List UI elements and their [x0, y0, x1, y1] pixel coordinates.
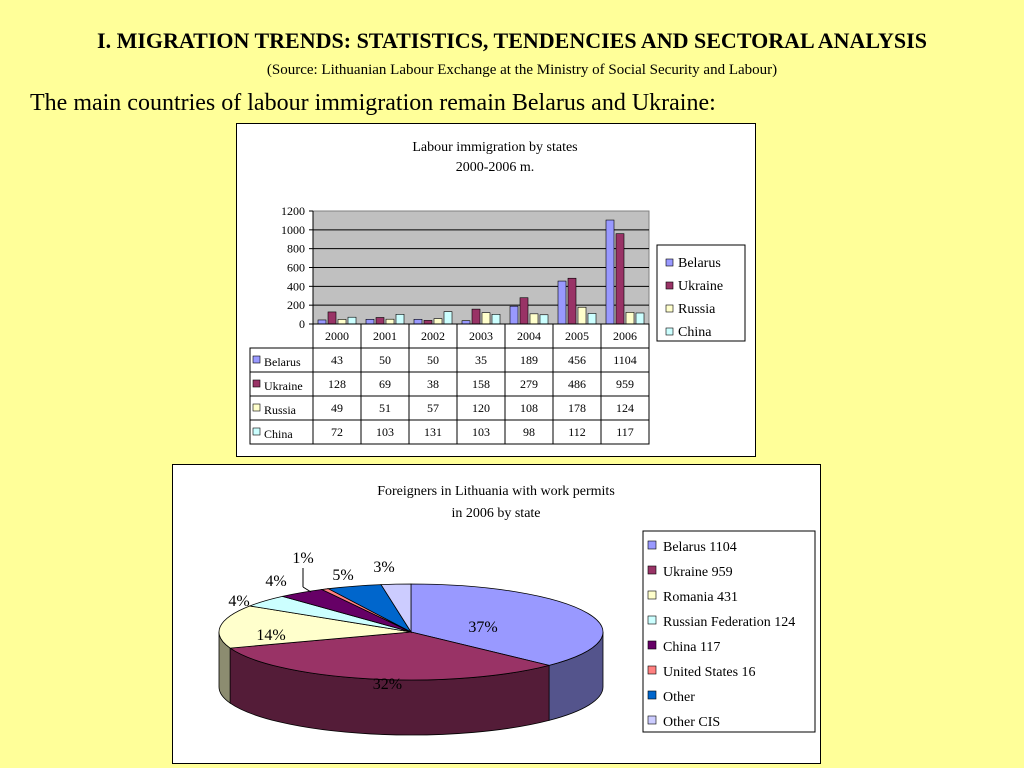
pie-legend-swatch — [648, 566, 656, 574]
bar-ukraine-2002 — [424, 320, 432, 324]
table-key-china — [253, 428, 260, 435]
y-tick-label: 200 — [287, 298, 305, 313]
bar-ukraine-2000 — [328, 312, 336, 324]
intro-text: The main countries of labour immigration remain Belarus and Ukraine: — [30, 90, 716, 116]
x-tick-label: 2006 — [613, 329, 637, 343]
table-value: 51 — [379, 401, 391, 415]
table-value: 98 — [523, 425, 535, 439]
y-tick-label: 0 — [299, 317, 305, 331]
bar-chart-panel — [236, 123, 756, 457]
table-value: 43 — [331, 353, 343, 367]
legend-swatch-russia — [666, 305, 673, 312]
x-tick-label: 2004 — [517, 329, 541, 343]
table-value: 50 — [379, 353, 391, 367]
pie-pct-label: 37% — [468, 619, 498, 636]
table-value: 131 — [424, 425, 442, 439]
table-value: 72 — [331, 425, 343, 439]
bar-chart-title: Labour immigration by states — [412, 140, 578, 155]
bar-russia-2006 — [626, 312, 634, 324]
legend-label-ukraine: Ukraine — [678, 279, 724, 294]
bar-chart — [237, 124, 755, 456]
pie-pct-label: 32% — [372, 676, 403, 694]
pie-legend-label: Ukraine 959 — [663, 565, 733, 580]
table-value: 456 — [568, 353, 586, 367]
table-value: 117 — [616, 425, 634, 439]
table-value: 1104 — [613, 353, 637, 367]
pie-pct-label: 4% — [228, 593, 250, 610]
legend-label-belarus: Belarus — [678, 256, 721, 271]
bar-china-2005 — [588, 313, 596, 324]
page-title: I. MIGRATION TRENDS: STATISTICS, TENDENCIES AND SECTORAL ANALYSIS — [97, 28, 927, 53]
bar-china-2003 — [492, 314, 500, 324]
pie-chart — [173, 465, 820, 763]
bar-belarus-2001 — [366, 319, 374, 324]
bar-ukraine-2001 — [376, 318, 384, 324]
bar-russia-2005 — [578, 307, 586, 324]
table-value: 49 — [331, 401, 343, 415]
table-value: 124 — [616, 401, 634, 415]
x-tick-label: 2001 — [373, 329, 397, 343]
table-key-russia — [253, 404, 260, 411]
legend-swatch-ukraine — [666, 282, 673, 289]
pie-chart-panel — [172, 464, 821, 764]
bar-russia-2002 — [434, 319, 442, 324]
bar-belarus-2000 — [318, 320, 326, 324]
pie-pct-label: 14% — [256, 627, 286, 644]
pie-legend-swatch — [648, 716, 656, 724]
pie-pct-label: 4% — [265, 573, 287, 590]
table-value: 35 — [475, 353, 487, 367]
y-tick-label: 600 — [287, 260, 305, 275]
table-value: 108 — [520, 401, 538, 415]
pie-legend-label: Other CIS — [663, 715, 721, 730]
bar-china-2004 — [540, 315, 548, 324]
bar-belarus-2005 — [558, 281, 566, 324]
y-tick-label: 800 — [287, 241, 305, 256]
table-value: 158 — [472, 377, 490, 391]
table-value: 279 — [520, 377, 538, 391]
table-key-ukraine — [253, 380, 260, 387]
pie-legend-label: Romania 431 — [663, 590, 739, 605]
table-value: 486 — [568, 377, 586, 391]
legend-label-russia: Russia — [678, 302, 716, 317]
table-value: 112 — [568, 425, 586, 439]
x-tick-label: 2003 — [469, 329, 493, 343]
table-value: 959 — [616, 377, 634, 391]
table-key-belarus — [253, 356, 260, 363]
bar-china-2002 — [444, 312, 452, 324]
pie-legend-swatch — [648, 641, 656, 649]
bar-china-2001 — [396, 314, 404, 324]
bar-russia-2003 — [482, 313, 490, 324]
bar-russia-2000 — [338, 319, 346, 324]
y-tick-label: 400 — [287, 279, 305, 294]
bar-ukraine-2004 — [520, 298, 528, 324]
table-value: 120 — [472, 401, 490, 415]
bar-belarus-2004 — [510, 306, 518, 324]
pie-legend-swatch — [648, 541, 656, 549]
y-tick-label: 1000 — [281, 222, 305, 237]
pie-pct-label: 5% — [332, 567, 354, 584]
bar-belarus-2002 — [414, 319, 422, 324]
bar-belarus-2006 — [606, 220, 614, 324]
pie-legend-swatch — [648, 666, 656, 674]
pie-pct-label: 3% — [373, 559, 395, 576]
pie-legend-swatch — [648, 616, 656, 624]
table-value: 57 — [427, 401, 439, 415]
source-note: (Source: Lithuanian Labour Exchange at the Ministry of Social Security and Labour) — [266, 62, 778, 78]
table-value: 103 — [376, 425, 394, 439]
y-tick-label: 1200 — [281, 204, 305, 218]
bar-chart-subtitle: 2000-2006 m. — [455, 160, 535, 175]
table-value: 103 — [472, 425, 490, 439]
pie-chart-title: Foreigners in Lithuania with work permits — [377, 484, 615, 499]
bar-russia-2004 — [530, 314, 538, 324]
x-tick-label: 2000 — [325, 329, 349, 343]
table-value: 69 — [379, 377, 391, 391]
table-series-name: Belarus — [264, 355, 301, 369]
table-series-name: China — [264, 427, 293, 441]
pie-chart-subtitle: in 2006 by state — [451, 506, 541, 521]
legend-swatch-china — [666, 328, 673, 335]
table-series-name: Ukraine — [264, 379, 303, 393]
x-tick-label: 2002 — [421, 329, 445, 343]
bar-china-2000 — [348, 317, 356, 324]
pie-legend-label: Russian Federation 124 — [663, 615, 796, 630]
pie-pct-label: 1% — [292, 550, 314, 567]
pie-legend-swatch — [648, 691, 656, 699]
bar-ukraine-2006 — [616, 234, 624, 324]
bar-ukraine-2003 — [472, 309, 480, 324]
pie-legend-label: United States 16 — [663, 665, 756, 680]
table-value: 38 — [427, 377, 439, 391]
bar-russia-2001 — [386, 319, 394, 324]
table-value: 50 — [427, 353, 439, 367]
bar-ukraine-2005 — [568, 278, 576, 324]
x-tick-label: 2005 — [565, 329, 589, 343]
pie-legend-label: China 117 — [663, 640, 721, 655]
pie-legend-swatch — [648, 591, 656, 599]
pie-legend-label: Belarus 1104 — [663, 540, 737, 555]
pie-legend-label: Other — [663, 690, 695, 705]
table-value: 178 — [568, 401, 586, 415]
legend-swatch-belarus — [666, 259, 673, 266]
table-series-name: Russia — [264, 403, 297, 417]
table-value: 189 — [520, 353, 538, 367]
legend-label-china: China — [678, 325, 712, 340]
bar-china-2006 — [636, 313, 644, 324]
table-value: 128 — [328, 377, 346, 391]
